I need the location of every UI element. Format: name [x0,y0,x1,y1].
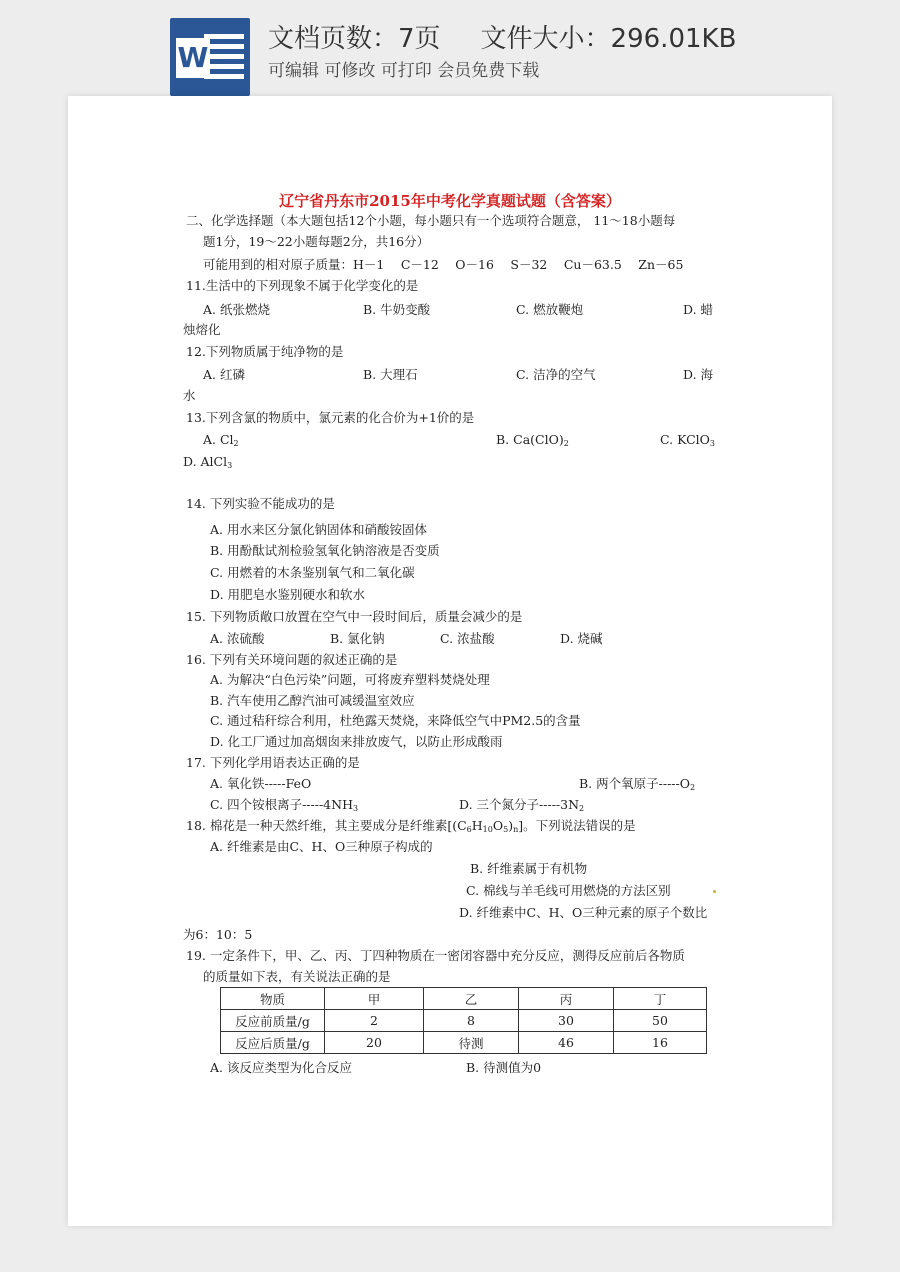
section-heading: 二、化学选择题（本大题包括12个小题，每小题只有一个选项符合题意， 11～18小题每 [186,213,676,228]
q17-stem: 17. 下列化学用语表达正确的是 [186,755,360,770]
q18-option-b: B. 纤维素属于有机物 [470,861,588,876]
q13-option-c: C. KClO$_3$ [660,432,715,448]
table-header-cell: 丙 [519,988,614,1010]
table-cell: 50 [614,1010,707,1032]
q19-option-a: A. 该反应类型为化合反应 [210,1060,352,1075]
table-cell: 20 [325,1032,424,1054]
table-cell: 46 [519,1032,614,1054]
file-size: 文件大小：296.01KB [480,24,737,54]
q11-stem: 11.生活中的下列现象不属于化学变化的是 [186,278,419,293]
table-cell: 8 [424,1010,519,1032]
q17-option-a: A. 氧化铁-----FeO [210,776,312,791]
banner-info [268,18,736,55]
q11-option-c: C. 燃放鞭炮 [516,302,584,317]
q18-option-c: C. 棉线与羊毛线可用燃烧的方法区别 [466,883,671,898]
q13-option-d: D. AlCl$_3$ [183,454,233,470]
q14-stem: 14. 下列实验不能成功的是 [186,496,335,511]
table-cell: 16 [614,1032,707,1054]
q18-option-d: D. 纤维素中C、H、O三种元素的原子个数比 [459,905,708,920]
q15-stem: 15. 下列物质敞口放置在空气中一段时间后，质量会减少的是 [186,609,523,624]
q11-option-d-cont: 烛熔化 [183,322,221,337]
q18-option-d-cont: 为6：10：5 [183,927,253,942]
q14-option-b: B. 用酚酞试剂检验氢氧化钠溶液是否变质 [210,543,440,558]
q19-stem-cont: 的质量如下表，有关说法正确的是 [203,969,391,984]
q13-stem: 13.下列含氯的物质中，氯元素的化合价为+1价的是 [186,410,475,425]
q18-stem: 18. 棉花是一种天然纤维，其主要成分是纤维素$[(C_6H_{10}O_5)_n]$。下列说法错误的是 [186,818,636,834]
q19-option-b: B. 待测值为0 [466,1060,542,1075]
q11-option-a: A. 纸张燃烧 [203,302,270,317]
q13-option-a: A. $Cl_2$ [203,432,239,448]
q12-option-a: A. 红磷 [203,367,245,382]
q12-option-d-cont: 水 [183,388,196,403]
stray-mark [713,890,716,893]
word-icon-letter: W [176,38,210,78]
table-header-cell: 甲 [325,988,424,1010]
table-header-cell: 物质 [221,988,325,1010]
q14-option-d: D. 用肥皂水鉴别硬水和软水 [210,587,366,602]
q15-option-c: C. 浓盐酸 [440,631,495,646]
q16-option-d: D. 化工厂通过加高烟囱来排放废气，以防止形成酸雨 [210,734,503,749]
q11-option-d: D. 蜡 [683,302,714,317]
table-cell: 30 [519,1010,614,1032]
q17-option-c: C. 四个铵根离子$-----4NH_3$ [210,797,359,813]
word-doc-icon [170,18,250,96]
q19-stem: 19. 一定条件下，甲、乙、丙、丁四种物质在一密闭容器中充分反应，测得反应前后各物质 [186,948,685,963]
q17-option-d: D. 三个氮分子$-----3N_2$ [459,797,585,813]
table-header-cell: 乙 [424,988,519,1010]
table-cell: 反应前质量/g [221,1010,325,1032]
table-header-row [221,988,707,1010]
q14-option-c: C. 用燃着的木条鉴别氧气和二氧化碳 [210,565,415,580]
table-cell: 待测 [424,1032,519,1054]
q15-option-a: A. 浓硫酸 [210,631,265,646]
q11-option-b: B. 牛奶变酸 [363,302,431,317]
q16-option-a: A. 为解决“白色污染”问题，可将废弃塑料焚烧处理 [210,672,490,687]
doc-title: 辽宁省丹东市2015年中考化学真题试题（含答案） [279,192,621,210]
q18-option-a: A. 纤维素是由C、H、O三种原子构成的 [210,839,433,854]
section-heading-cont: 题1分，19～22小题每题2分，共16分） [203,234,430,249]
q15-option-b: B. 氯化钠 [330,631,385,646]
document-page [68,96,832,1226]
q12-option-c: C. 洁净的空气 [516,367,596,382]
q15-option-d: D. 烧碱 [560,631,603,646]
table-cell: 反应后质量/g [221,1032,325,1054]
mass-table [220,987,707,1054]
atomic-masses: 可能用到的相对原子质量：H－1 C－12 O－16 S－32 Cu－63.5 Zn－65 [203,257,684,272]
q17-option-b: B. 两个氧原子$-----O_2$ [579,776,696,792]
banner-features: 可编辑 可修改 可打印 会员免费下载 [268,61,540,81]
q12-stem: 12.下列物质属于纯净物的是 [186,344,344,359]
table-row [221,1032,707,1054]
q12-option-d: D. 海 [683,367,714,382]
q16-option-c: C. 通过秸秆综合利用，杜绝露天焚烧，来降低空气中PM2.5的含量 [210,713,581,728]
q16-option-b: B. 汽车使用乙醇汽油可减缓温室效应 [210,693,415,708]
table-row [221,1010,707,1032]
table-cell: 2 [325,1010,424,1032]
table-header-cell: 丁 [614,988,707,1010]
download-banner [0,0,900,96]
page-count: 文档页数：7页 [268,24,441,54]
q16-stem: 16. 下列有关环境问题的叙述正确的是 [186,652,398,667]
q12-option-b: B. 大理石 [363,367,418,382]
q14-option-a: A. 用水来区分氯化钠固体和硝酸铵固体 [210,522,427,537]
q13-option-b: B. $Ca(ClO)_2$ [496,432,569,448]
